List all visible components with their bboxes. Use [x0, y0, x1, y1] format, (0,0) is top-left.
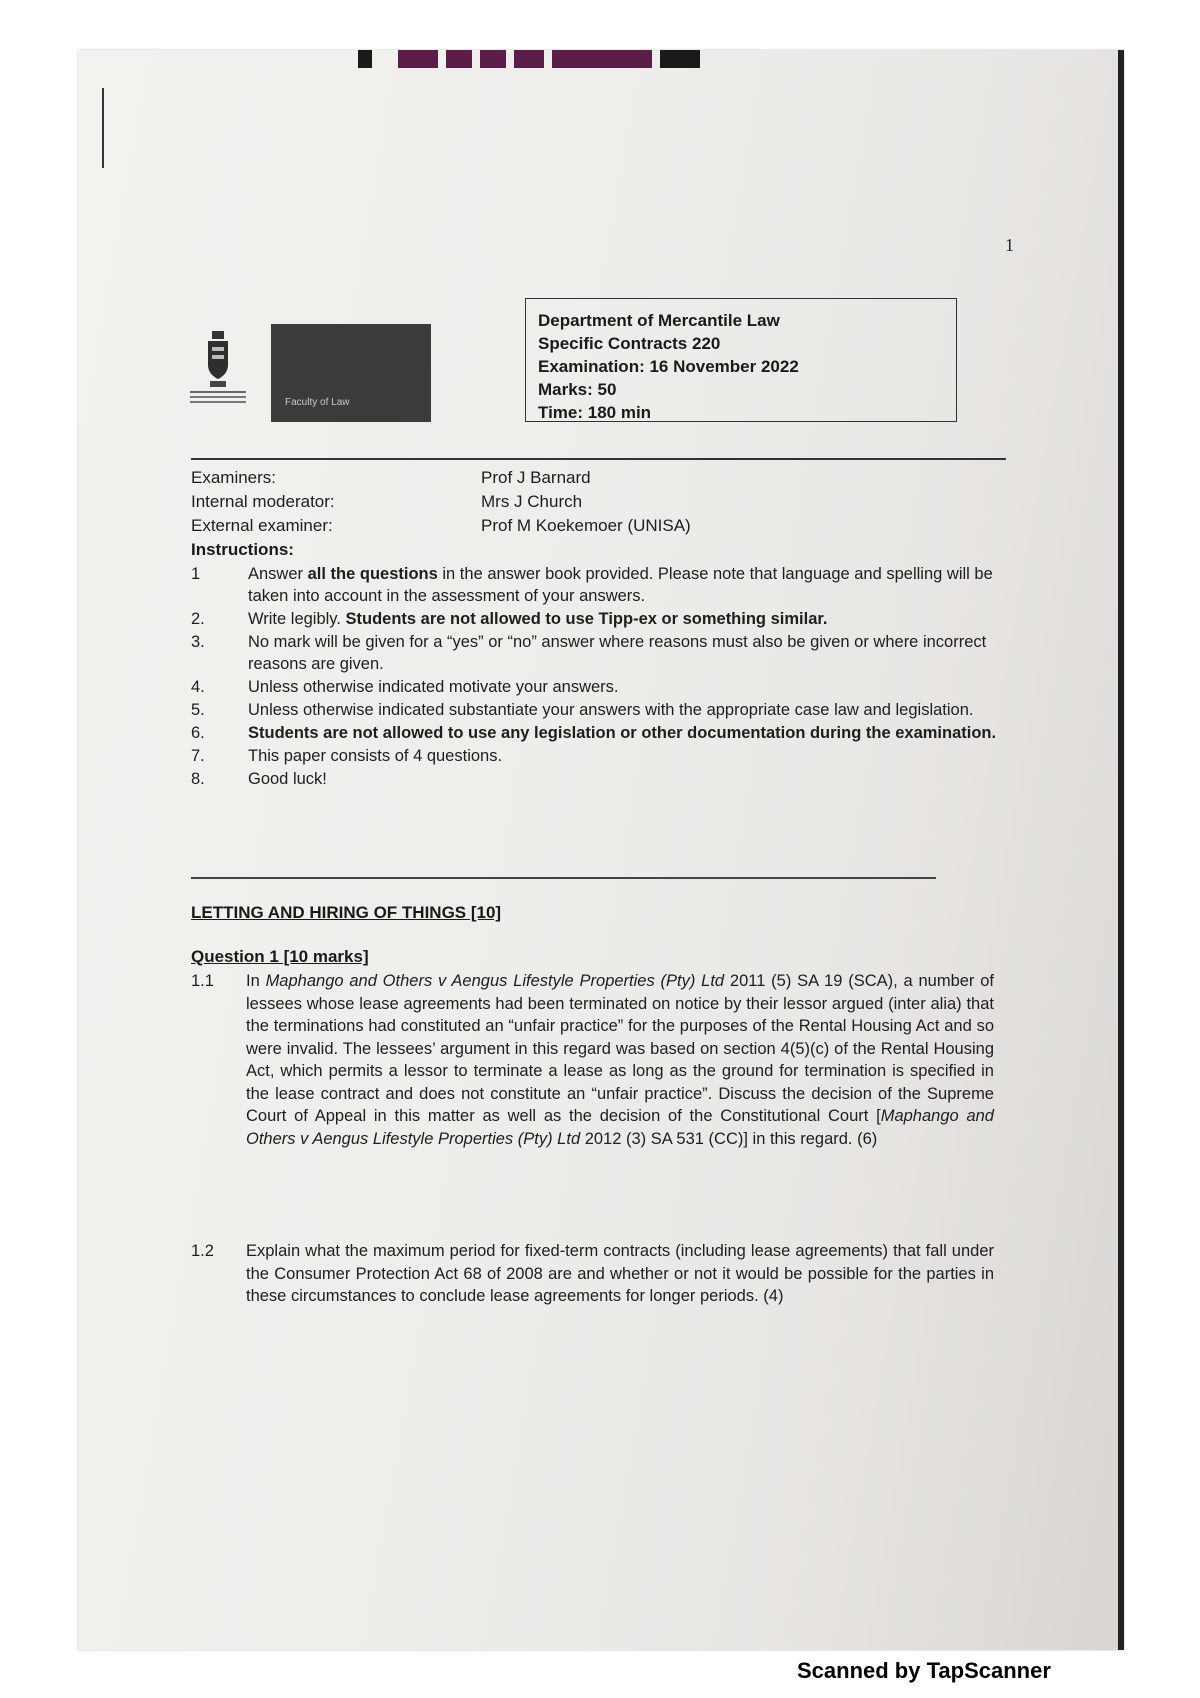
university-crest-icon — [190, 325, 246, 425]
instruction-item — [191, 563, 1006, 607]
department-line: Department of Mercantile Law — [538, 311, 780, 330]
section-heading: LETTING AND HIRING OF THINGS [10] — [191, 903, 502, 922]
instruction-text — [248, 768, 1006, 790]
instruction-text — [248, 676, 1006, 698]
question-heading: Question 1 [10 marks] — [191, 947, 369, 966]
instruction-text — [248, 563, 1006, 607]
question-text — [246, 970, 994, 1150]
text-run: 2011 (5) SA 19 (SCA), a number of lessees whose lease agreements had been terminated on notice by their lessor argued (inter alia) that the terminations had constituted an “unfair practice” for the purposes of the Rental Housing Act and so were invalid. The lessees’ argument in this regard was based on section 4(5)(c) of the Rental Housing Act, which permits a lessor to terminate a lease as long as the ground for termination is specified in the lease contract and does not constitute an “unfair practice”. Discuss the decision of the Supreme Court of Appeal in this matter as well as the decision of the Constitutional Court [ — [246, 972, 994, 1125]
instruction-number: 7. — [191, 747, 205, 765]
text-run: Students are not allowed to use any legislation or other documentation during the examination. — [248, 724, 997, 742]
instruction-number: 1 — [191, 565, 201, 583]
module-line: Specific Contracts 220 — [538, 334, 721, 353]
text-run: Write legibly. — [248, 610, 346, 628]
instruction-item — [191, 722, 1006, 744]
sheet-edge-shadow — [1118, 50, 1124, 1650]
text-run: Unless otherwise indicated motivate your answers. — [248, 678, 619, 696]
internal-moderator-label: Internal moderator: — [191, 492, 335, 511]
text-run: Answer — [248, 565, 308, 583]
exam-info-box — [525, 298, 957, 422]
instruction-number: 2. — [191, 610, 205, 628]
instruction-item — [191, 745, 1006, 767]
exam-paper-sheet — [78, 50, 1124, 1650]
faculty-caption: Faculty of Law — [285, 397, 350, 408]
instruction-item — [191, 676, 1006, 698]
binder-strip — [358, 50, 858, 68]
faculty-banner — [271, 324, 431, 422]
instruction-item — [191, 699, 1006, 721]
examiner-list — [191, 466, 691, 538]
external-examiner-label: External examiner: — [191, 516, 333, 535]
text-run: Good luck! — [248, 770, 327, 788]
marks-line: Marks: 50 — [538, 380, 617, 399]
instruction-number: 6. — [191, 724, 205, 742]
text-run: in the answer book provided. Please note that language and spelling will be taken into account in the assessment of your answers. — [248, 565, 993, 605]
scanner-watermark: Scanned by TapScanner — [797, 1658, 1051, 1683]
instructions-list — [191, 563, 1006, 791]
instruction-text — [248, 699, 1006, 721]
case-citation: Maphango and Others v Aengus Lifestyle Properties (Pty) Ltd — [265, 972, 725, 990]
question-number: 1.2 — [191, 1242, 214, 1260]
internal-moderator-value: Mrs J Church — [481, 492, 583, 511]
exam-date-line: Examination: 16 November 2022 — [538, 357, 799, 376]
text-run: Unless otherwise indicated substantiate your answers with the appropriate case law and legislation. — [248, 701, 974, 719]
instruction-number: 8. — [191, 770, 205, 788]
instruction-text — [248, 722, 1006, 744]
case-citation: Maphango and Others v Aengus Lifestyle Properties (Pty) Ltd — [246, 1107, 994, 1148]
instruction-item — [191, 768, 1006, 790]
text-run: No mark will be given for a “yes” or “no” answer where reasons must also be given or where incorrect reasons are given. — [248, 633, 987, 673]
text-run: Students are not allowed to use Tipp-ex or something similar. — [345, 610, 828, 628]
instruction-item — [191, 608, 1006, 630]
time-line: Time: 180 min — [538, 403, 652, 422]
question-item — [191, 1240, 994, 1308]
instruction-text — [248, 608, 1006, 630]
instruction-text — [248, 631, 1006, 675]
instruction-text — [248, 745, 1006, 767]
divider — [191, 458, 1006, 460]
pen-mark — [102, 88, 104, 168]
instruction-number: 4. — [191, 678, 205, 696]
question-number: 1.1 — [191, 972, 214, 990]
text-run: In — [246, 972, 266, 990]
examiners-value: Prof J Barnard — [481, 468, 591, 487]
divider — [191, 877, 936, 879]
external-examiner-value: Prof M Koekemoer (UNISA) — [481, 516, 691, 535]
instruction-item — [191, 631, 1006, 675]
question-text: Explain what the maximum period for fixed-term contracts (including lease agreements) that fall under the Consumer Protection Act 68 of 2008 are and whether or not it would be possible for the parties in these circumstances to conclude lease agreements for longer periods. (4) — [246, 1242, 994, 1305]
text-run: 2012 (3) SA 531 (CC)] in this regard. (6) — [580, 1129, 878, 1148]
page-number: 1 — [1005, 235, 1014, 255]
instructions-heading: Instructions: — [191, 540, 294, 559]
question-item — [191, 970, 994, 1150]
text-run: all the questions — [307, 565, 438, 583]
instruction-number: 3. — [191, 633, 205, 651]
instruction-number: 5. — [191, 701, 205, 719]
examiners-label: Examiners: — [191, 468, 277, 487]
text-run: This paper consists of 4 questions. — [248, 747, 503, 765]
